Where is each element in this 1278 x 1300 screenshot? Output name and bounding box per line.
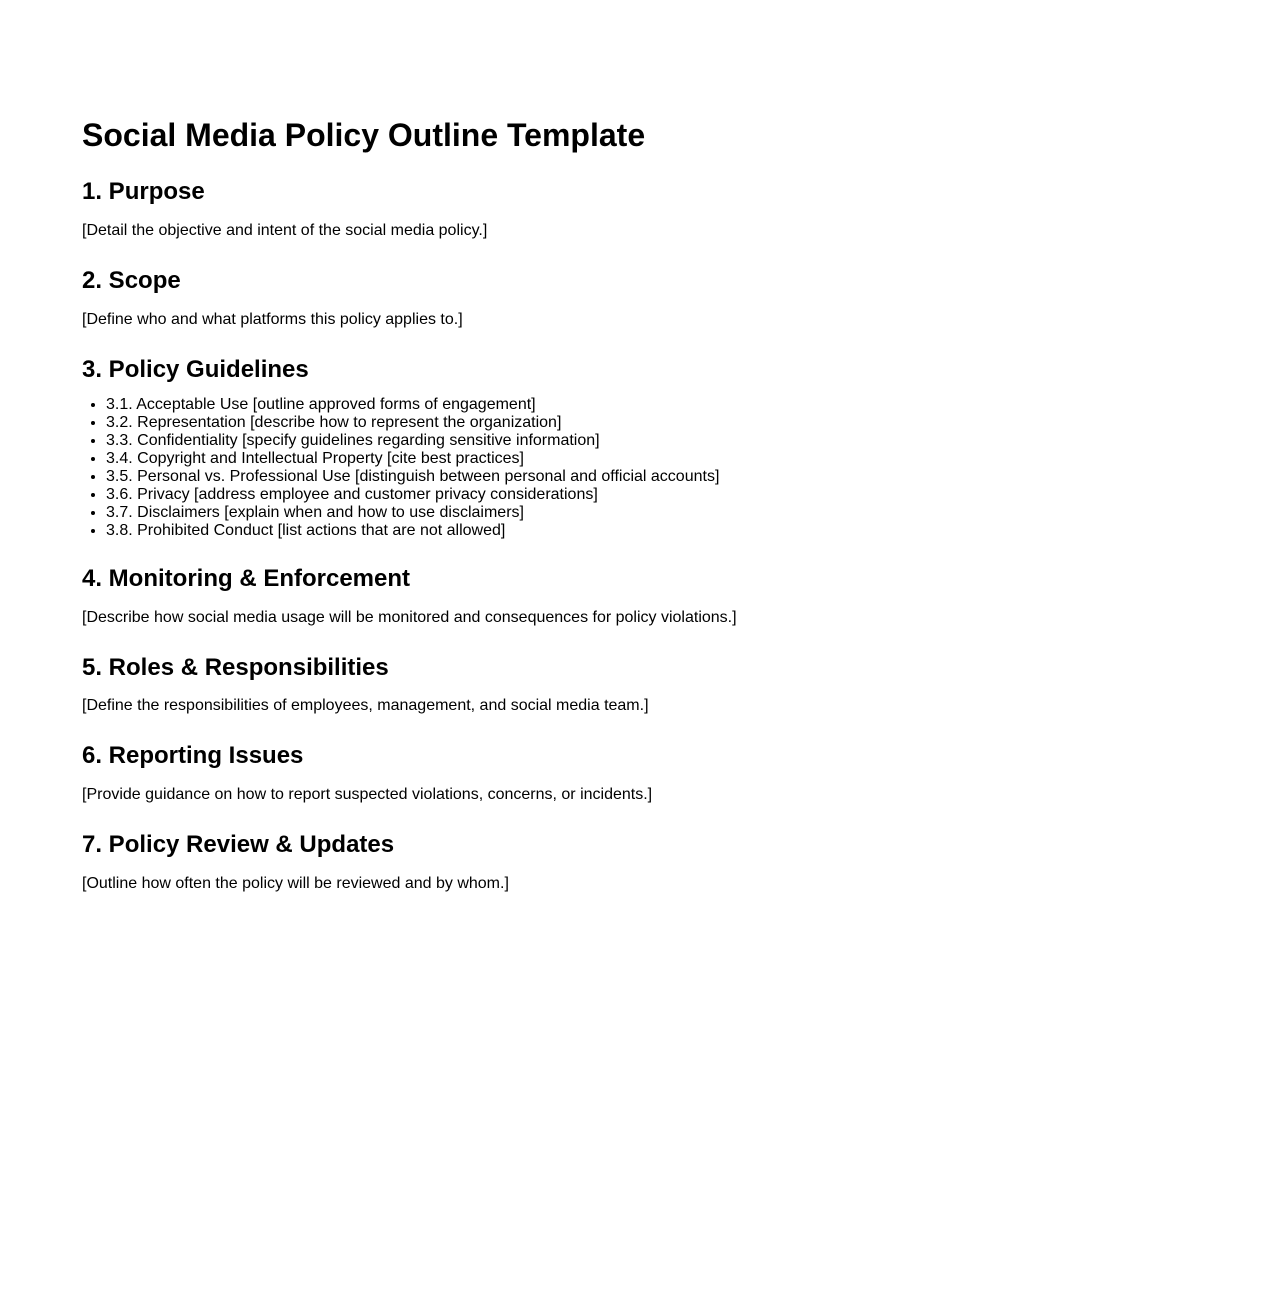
section-heading: 7. Policy Review & Updates bbox=[82, 831, 395, 858]
section-scope bbox=[82, 267, 463, 329]
section-body: [Define who and what platforms this policy applies to.] bbox=[82, 311, 463, 328]
list-item: • 3.3. Confidentiality [specify guidelines regarding sensitive information] bbox=[106, 432, 719, 450]
section-body: [Outline how often the policy will be reviewed and by whom.] bbox=[82, 875, 509, 892]
list-item: • 3.7. Disclaimers [explain when and how to use disclaimers] bbox=[106, 504, 719, 522]
section-monitoring bbox=[82, 565, 737, 627]
section-review bbox=[82, 831, 509, 893]
section-heading: 4. Monitoring & Enforcement bbox=[82, 565, 411, 592]
section-body: [Describe how social media usage will be monitored and consequences for policy violations.] bbox=[82, 609, 737, 626]
section-reporting bbox=[82, 742, 652, 804]
list-item: • 3.1. Acceptable Use [outline approved forms of engagement] bbox=[106, 396, 719, 414]
section-body: [Detail the objective and intent of the social media policy.] bbox=[82, 222, 488, 239]
section-body: [Provide guidance on how to report suspected violations, concerns, or incidents.] bbox=[82, 786, 653, 803]
section-heading: 5. Roles & Responsibilities bbox=[82, 654, 389, 681]
section-policy-guidelines bbox=[82, 356, 719, 540]
guidelines-list bbox=[82, 396, 719, 540]
list-item: • 3.6. Privacy [address employee and customer privacy considerations] bbox=[106, 486, 719, 504]
list-item: • 3.2. Representation [describe how to represent the organization] bbox=[106, 414, 719, 432]
section-heading: 2. Scope bbox=[82, 267, 181, 294]
list-item: • 3.8. Prohibited Conduct [list actions that are not allowed] bbox=[106, 522, 719, 540]
list-item: • 3.5. Personal vs. Professional Use [distinguish between personal and official accounts] bbox=[106, 468, 719, 486]
section-purpose bbox=[82, 178, 487, 240]
section-body: [Define the responsibilities of employees, management, and social media team.] bbox=[82, 697, 649, 714]
section-heading: 1. Purpose bbox=[82, 178, 205, 205]
list-item: • 3.4. Copyright and Intellectual Property [cite best practices] bbox=[106, 450, 719, 468]
page-title: Social Media Policy Outline Template bbox=[82, 117, 646, 153]
section-heading: 6. Reporting Issues bbox=[82, 742, 304, 769]
section-heading: 3. Policy Guidelines bbox=[82, 356, 309, 383]
section-roles bbox=[82, 654, 649, 715]
